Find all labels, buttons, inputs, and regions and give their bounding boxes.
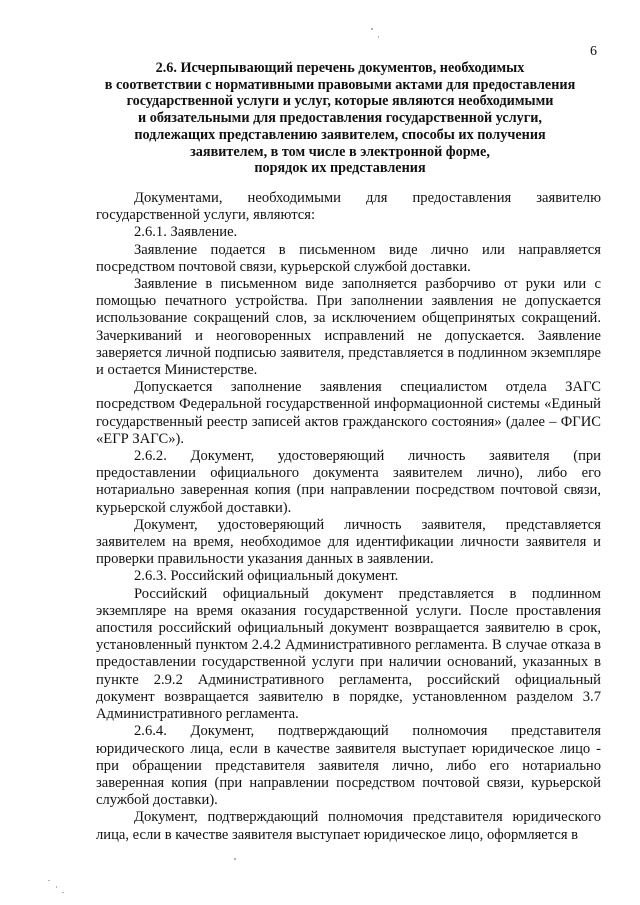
body-text [96,190,601,844]
paragraph: Документ, удостоверяющий личность заявителя, представляется заявителем на время, необходимое для идентификации личности заявителя и проверки правильности указания данных в заявлении. [96,516,601,568]
heading-line: 2.6. Исчерпывающий перечень документов, необходимых [155,60,525,76]
heading-line: и обязательными для предоставления государственной услуги, [138,110,542,127]
heading-line: порядок их представления [254,160,426,177]
scan-speck [371,28,373,30]
heading-line: в соответствии с нормативными правовыми актами для предоставления [104,76,576,93]
paragraph: 2.6.3. Российский официальный документ. [134,568,399,585]
section-heading [90,60,590,177]
scan-speck [234,858,236,860]
paragraph: 2.6.1. Заявление. [134,224,238,241]
scan-speck [56,886,57,888]
paragraph: Заявление в письменном виде заполняется разборчиво от руки или с помощью печатного устройства. При заполнении заявления не допускается использование сокращений слов, за исключением общепринятых сокращений. Зачеркиваний и неоговоренных исправлений не допускается. Заявление заверяется личной подписью заявителя, представляется в подлинном экземпляре и остается Министерстве. [96,276,601,379]
page-number: 6 [590,44,597,59]
paragraph: Допускается заполнение заявления специалистом отдела ЗАГС посредством Федеральной государственной информационной системы «Единый государственный реестр записей актов гражданского состояния» (далее – ФГИС «ЕГР ЗАГС»). [96,379,601,447]
scan-speck [48,880,50,881]
paragraph: Заявление подается в письменном виде лично или направляется посредством почтовой связи, курьерской службой доставки. [96,241,601,275]
scan-speck [378,36,379,38]
heading-line: государственной услуги и услуг, которые являются необходимыми [126,93,554,110]
scan-speck [62,892,64,893]
paragraph: 2.6.4. Документ, подтверждающий полномочия представителя юридического лица, если в качестве заявителя выступает юридическое лицо - при обращении представителя заявителя лично, либо его нотариально заверенная копия (при направлении посредством почтовой связи, курьерской службой доставки). [96,723,601,809]
paragraph: Документами, необходимыми для предоставления заявителю государственной услуги, являются: [96,190,601,224]
paragraph: Российский официальный документ представляется в подлинном экземпляре на время оказания государственной услуги. После проставления апостиля российский официальный документ возвращается заявителю в срок, установленный пунктом 2.4.2 Административного регламента. В случае отказа в предоставлении государственной услуги при наличии оснований, указанных в пункте 2.9.2 Административного регламента, российский официальный документ возвращается заявителю в порядке, установленном разделом 3.7 Административного регламента. [96,585,601,723]
paragraph: Документ, подтверждающий полномочия представителя юридического лица, если в качестве заявителя выступает юридическое лицо, оформляется в [96,809,601,843]
paragraph: 2.6.2. Документ, удостоверяющий личность заявителя (при предоставлении официального документа заявителем лично), либо его нотариально заверенная копия (при направлении посредством почтовой связи, курьерской службой доставки). [96,448,601,516]
heading-line: подлежащих представлению заявителем, способы их получения [134,126,546,143]
heading-line: заявителем, в том числе в электронной форме, [190,143,490,160]
